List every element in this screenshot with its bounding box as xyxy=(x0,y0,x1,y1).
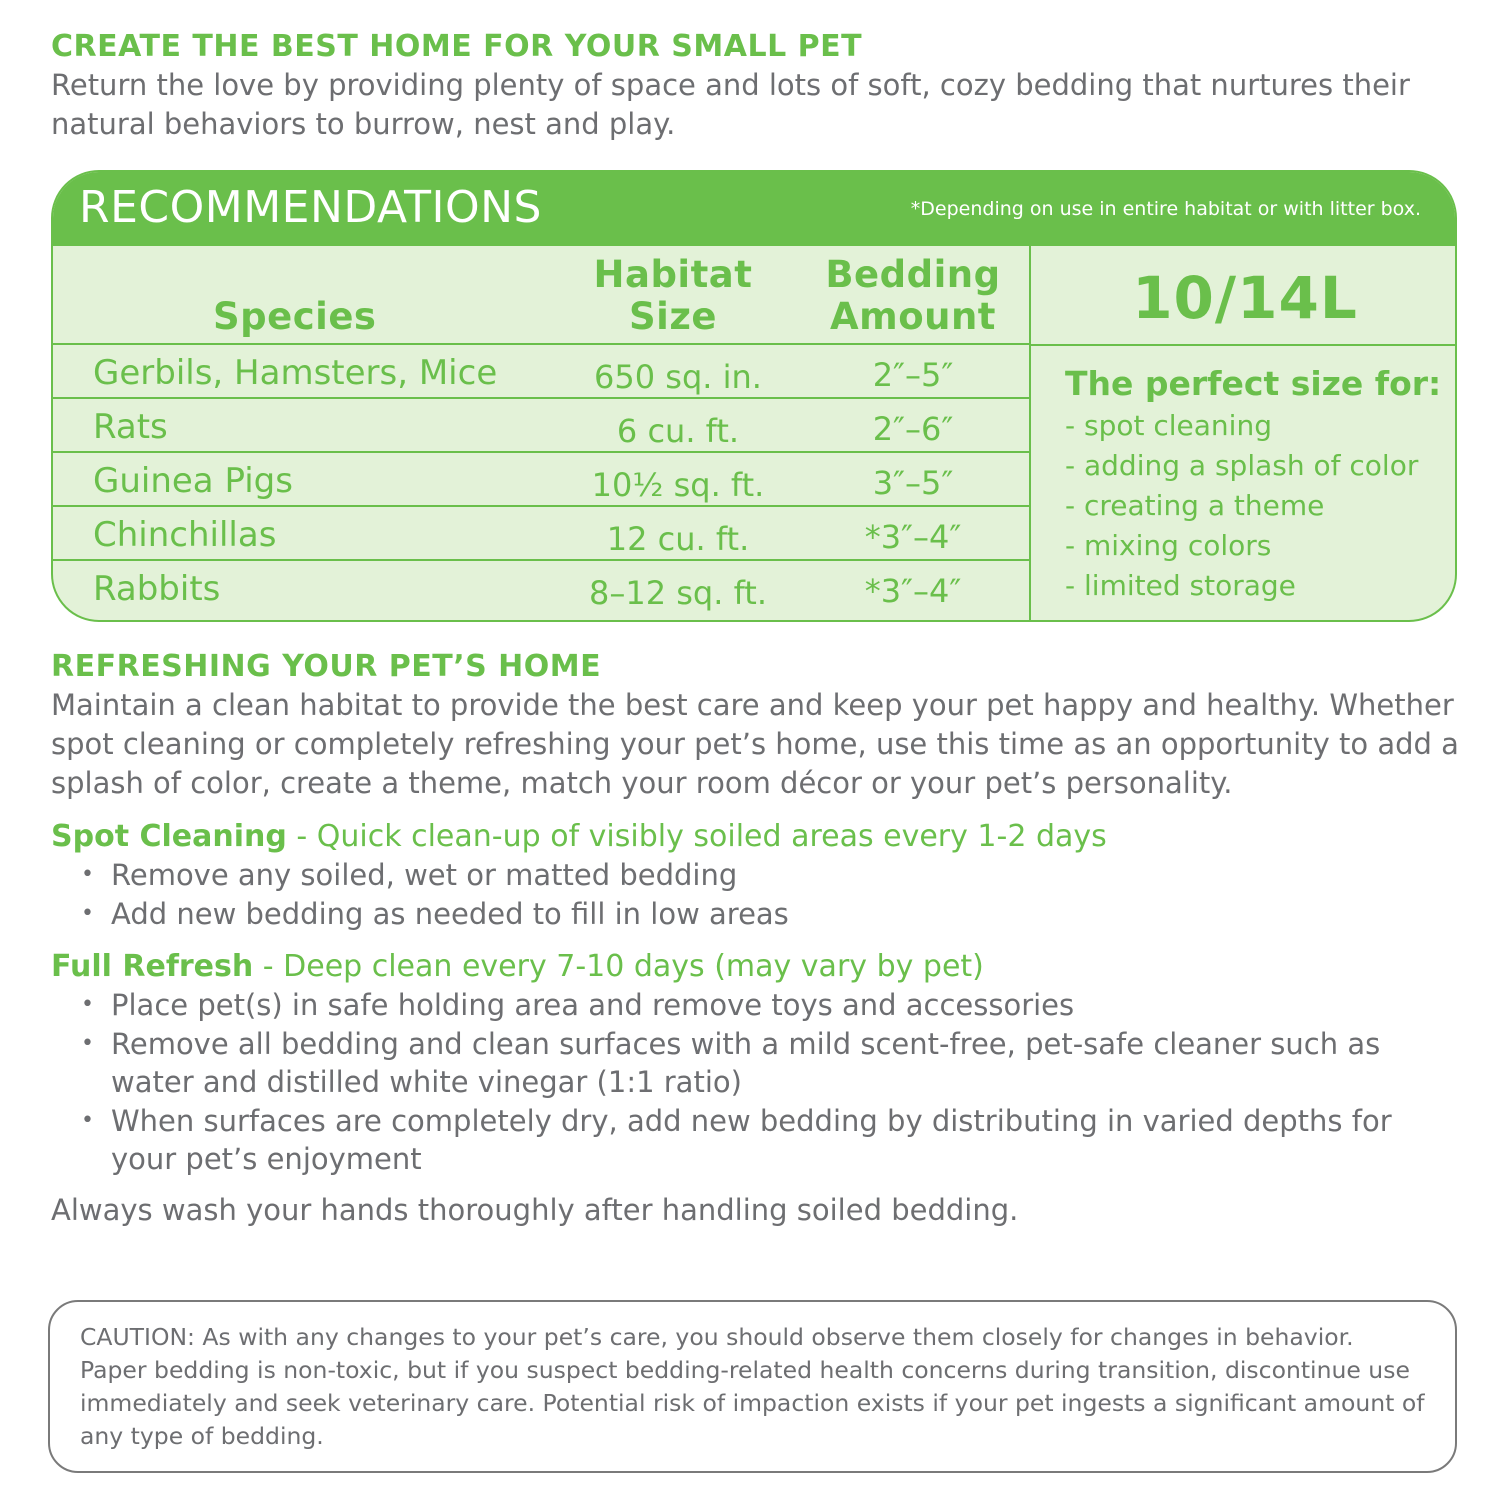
header-habitat-line2: Size xyxy=(629,295,717,338)
recommendations-panel xyxy=(51,170,1457,622)
table-row xyxy=(53,399,1029,453)
intro-text: Return the love by providing plenty of space and lots of soft, cozy bedding that nurtures their natural behaviors to burrow, nest and play. xyxy=(51,68,1410,141)
full-refresh-heading xyxy=(51,947,1461,986)
list-item: • Remove all bedding and clean surfaces with a mild scent-free, pet-safe cleaner such as water and distilled white vinegar (1:1 ratio) xyxy=(81,1025,1461,1102)
header-habitat-line1: Habitat xyxy=(593,253,753,296)
refresh-text: Maintain a clean habitat to provide the best care and keep your pet happy and healthy. Whether spot cleaning or completely refreshing your pet’s home, use this time as an opportunity to add a splash of color, create a theme, match your room décor or your pet’s personality. xyxy=(51,688,1459,800)
header-bedding-amount xyxy=(813,254,1013,338)
recommendations-table xyxy=(53,246,1029,617)
cell-bedding: 2″–6″ xyxy=(872,410,954,448)
list-item: • Add new bedding as needed to fill in low areas xyxy=(81,895,1461,934)
cell-bedding: *3″–4″ xyxy=(864,572,962,610)
closing-note: Always wash your hands thoroughly after handling soiled bedding. xyxy=(51,1192,1019,1227)
list-item: - mixing colors xyxy=(1065,529,1272,562)
cell-habitat: 12 cu. ft. xyxy=(606,520,750,558)
list-item: • Place pet(s) in safe holding area and remove toys and accessories xyxy=(81,986,1461,1025)
cell-habitat: 6 cu. ft. xyxy=(616,412,740,450)
intro-section xyxy=(51,28,1461,144)
cell-species: Rabbits xyxy=(93,569,221,609)
header-habitat-size xyxy=(573,254,773,338)
perfect-size-list xyxy=(1065,364,1455,606)
spot-cleaning-desc: - Quick clean-up of visibly soiled areas every 1-2 days xyxy=(286,819,1107,854)
recommendations-title: RECOMMENDATIONS xyxy=(79,182,542,233)
cell-bedding: *3″–4″ xyxy=(864,518,962,556)
header-bedding-line1: Bedding xyxy=(825,253,1001,296)
header-species: Species xyxy=(213,295,377,338)
full-refresh-label: Full Refresh xyxy=(51,949,254,984)
perfect-size-title: The perfect size for: xyxy=(1065,364,1442,403)
table-row xyxy=(53,345,1029,399)
list-item: • When surfaces are completely dry, add new bedding by distributing in varied depths for your pet’s enjoyment xyxy=(81,1102,1461,1179)
cell-bedding: 3″–5″ xyxy=(872,464,954,502)
cell-bedding: 2″–5″ xyxy=(872,356,954,394)
intro-title: CREATE THE BEST HOME FOR YOUR SMALL PET xyxy=(51,29,863,64)
cell-habitat: 650 sq. in. xyxy=(594,358,762,396)
table-header xyxy=(53,246,1029,345)
cell-habitat: 8–12 sq. ft. xyxy=(589,574,767,612)
list-item: • Remove any soiled, wet or matted bedding xyxy=(81,856,1461,895)
caution-box xyxy=(48,1300,1457,1473)
refresh-section xyxy=(51,648,1461,1230)
full-refresh-desc: - Deep clean every 7-10 days (may vary by pet) xyxy=(253,949,984,984)
cell-species: Chinchillas xyxy=(93,515,277,555)
recommendations-note: *Depending on use in entire habitat or with litter box. xyxy=(910,198,1421,220)
full-refresh-list xyxy=(81,986,1461,1179)
cell-species: Rats xyxy=(93,407,168,447)
cell-habitat: 10½ sq. ft. xyxy=(591,466,765,504)
list-item: - creating a theme xyxy=(1065,489,1325,522)
caution-text: CAUTION: As with any changes to your pet’s care, you should observe them closely for changes in behavior. Paper bedding is non-toxic, but if you suspect bedding-related health concerns during transition, discontinue use immediately and seek veterinary care. Potential risk of impaction exists if your pet ingests a significant amount of any type of bedding. xyxy=(80,1323,1425,1450)
table-row xyxy=(53,561,1029,617)
list-item: - adding a splash of color xyxy=(1065,449,1419,482)
list-item: - spot cleaning xyxy=(1065,409,1272,442)
spot-cleaning-heading xyxy=(51,817,1461,856)
spot-cleaning-label: Spot Cleaning xyxy=(51,819,287,854)
table-row xyxy=(53,507,1029,561)
cell-species: Gerbils, Hamsters, Mice xyxy=(93,353,498,393)
cell-species: Guinea Pigs xyxy=(93,461,293,501)
product-size: 10/14L xyxy=(1132,264,1358,332)
refresh-title: REFRESHING YOUR PET’S HOME xyxy=(51,649,602,684)
recommendations-header xyxy=(53,172,1455,246)
header-bedding-line2: Amount xyxy=(830,295,996,338)
list-item: - limited storage xyxy=(1065,569,1296,602)
table-row xyxy=(53,453,1029,507)
spot-cleaning-list xyxy=(81,856,1461,933)
size-divider xyxy=(1029,344,1457,346)
